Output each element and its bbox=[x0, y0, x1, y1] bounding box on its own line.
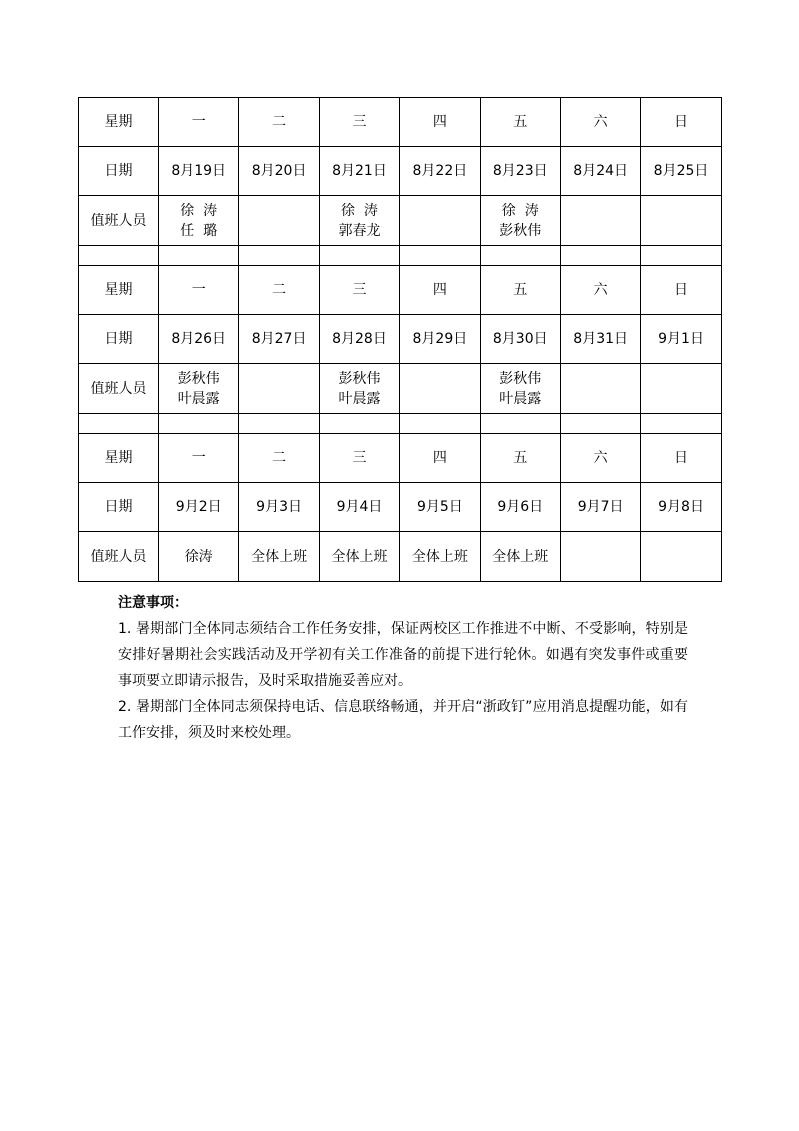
spacer-cell bbox=[480, 246, 560, 266]
staff-name: 徐涛 bbox=[184, 548, 213, 565]
staff-cell bbox=[239, 196, 319, 246]
staff-label: 值班人员 bbox=[79, 364, 159, 414]
spacer-cell bbox=[560, 246, 640, 266]
note-item-1: 1. 暑期部门全体同志须结合工作任务安排，保证两校区工作推进不中断、不受影响，特别是安排好暑期社会实践活动及开学初有关工作准备的前提下进行轮休。如遇有突发事件或重要事项要立即请示报告，及时采取措施妥善应对。 bbox=[118, 621, 688, 689]
note-item-2: 2. 暑期部门全体同志须保持电话、信息联络畅通，并开启“浙政钉”应用消息提醒功能，如有工作安排，须及时来校处理。 bbox=[118, 699, 688, 741]
weekday-cell: 二 bbox=[239, 98, 319, 147]
date-cell: 9月1日 bbox=[641, 315, 721, 364]
staff-cell bbox=[480, 532, 560, 582]
date-cell: 9月4日 bbox=[319, 483, 399, 532]
weekday-cell: 六 bbox=[560, 266, 640, 315]
date-cell: 8月19日 bbox=[159, 147, 239, 196]
weekday-cell: 二 bbox=[239, 434, 319, 483]
staff-name: 彭秋伟 bbox=[177, 370, 220, 387]
date-cell: 8月29日 bbox=[400, 315, 480, 364]
spacer-cell bbox=[159, 414, 239, 434]
date-cell: 9月6日 bbox=[480, 483, 560, 532]
weekday-row bbox=[79, 266, 722, 315]
staff-name: 叶晨露 bbox=[338, 390, 381, 407]
staff-cell bbox=[560, 364, 640, 414]
date-cell: 8月27日 bbox=[239, 315, 319, 364]
date-cell: 8月22日 bbox=[400, 147, 480, 196]
duty-schedule-table bbox=[78, 97, 722, 582]
date-label: 日期 bbox=[79, 147, 159, 196]
weekday-cell: 五 bbox=[480, 266, 560, 315]
weekday-cell: 三 bbox=[319, 266, 399, 315]
weekday-cell: 一 bbox=[159, 434, 239, 483]
staff-cell bbox=[480, 196, 560, 246]
date-cell: 9月5日 bbox=[400, 483, 480, 532]
staff-name: 叶晨露 bbox=[177, 390, 220, 407]
staff-cell bbox=[239, 364, 319, 414]
spacer-cell bbox=[79, 414, 159, 434]
weekday-label: 星期 bbox=[79, 434, 159, 483]
staff-cell bbox=[400, 364, 480, 414]
weekday-label: 星期 bbox=[79, 98, 159, 147]
date-cell: 8月30日 bbox=[480, 315, 560, 364]
staff-row bbox=[79, 364, 722, 414]
weekday-cell: 六 bbox=[560, 98, 640, 147]
staff-cell bbox=[560, 532, 640, 582]
weekday-cell: 日 bbox=[641, 434, 721, 483]
spacer-cell bbox=[400, 414, 480, 434]
staff-name: 彭秋伟 bbox=[338, 370, 381, 387]
spacer-row bbox=[79, 246, 722, 266]
staff-name: 全体上班 bbox=[492, 548, 549, 565]
weekday-cell: 日 bbox=[641, 98, 721, 147]
staff-name: 叶晨露 bbox=[499, 390, 542, 407]
staff-cell bbox=[480, 364, 560, 414]
date-cell: 8月23日 bbox=[480, 147, 560, 196]
date-cell: 8月31日 bbox=[560, 315, 640, 364]
weekday-cell: 四 bbox=[400, 266, 480, 315]
staff-name: 徐 涛 bbox=[501, 202, 539, 219]
date-cell: 8月25日 bbox=[641, 147, 721, 196]
staff-cell bbox=[159, 532, 239, 582]
date-cell: 9月3日 bbox=[239, 483, 319, 532]
staff-cell bbox=[641, 364, 721, 414]
spacer-cell bbox=[239, 246, 319, 266]
staff-cell bbox=[400, 196, 480, 246]
weekday-cell: 二 bbox=[239, 266, 319, 315]
date-row bbox=[79, 147, 722, 196]
weekday-cell: 四 bbox=[400, 434, 480, 483]
date-cell: 9月8日 bbox=[641, 483, 721, 532]
spacer-cell bbox=[560, 414, 640, 434]
staff-cell bbox=[319, 532, 399, 582]
spacer-cell bbox=[641, 246, 721, 266]
weekday-label: 星期 bbox=[79, 266, 159, 315]
staff-row bbox=[79, 532, 722, 582]
spacer-cell bbox=[79, 246, 159, 266]
notes-section bbox=[118, 590, 688, 746]
spacer-cell bbox=[641, 414, 721, 434]
weekday-cell: 日 bbox=[641, 266, 721, 315]
staff-cell bbox=[159, 364, 239, 414]
weekday-row bbox=[79, 98, 722, 147]
staff-cell bbox=[400, 532, 480, 582]
staff-name: 全体上班 bbox=[251, 548, 308, 565]
date-cell: 8月21日 bbox=[319, 147, 399, 196]
staff-label: 值班人员 bbox=[79, 196, 159, 246]
staff-cell bbox=[319, 364, 399, 414]
date-cell: 8月20日 bbox=[239, 147, 319, 196]
staff-name: 全体上班 bbox=[331, 548, 388, 565]
weekday-row bbox=[79, 434, 722, 483]
staff-cell bbox=[560, 196, 640, 246]
weekday-cell: 四 bbox=[400, 98, 480, 147]
spacer-cell bbox=[400, 246, 480, 266]
date-cell: 9月2日 bbox=[159, 483, 239, 532]
spacer-cell bbox=[239, 414, 319, 434]
weekday-cell: 五 bbox=[480, 98, 560, 147]
staff-name: 徐 涛 bbox=[180, 202, 218, 219]
notes-title: 注意事项： bbox=[118, 595, 188, 611]
date-label: 日期 bbox=[79, 483, 159, 532]
staff-label: 值班人员 bbox=[79, 532, 159, 582]
spacer-cell bbox=[480, 414, 560, 434]
weekday-cell: 五 bbox=[480, 434, 560, 483]
spacer-row bbox=[79, 414, 722, 434]
staff-name: 彭秋伟 bbox=[499, 370, 542, 387]
date-cell: 9月7日 bbox=[560, 483, 640, 532]
date-cell: 8月28日 bbox=[319, 315, 399, 364]
spacer-cell bbox=[319, 414, 399, 434]
staff-name: 彭秋伟 bbox=[499, 222, 542, 239]
weekday-cell: 三 bbox=[319, 434, 399, 483]
date-cell: 8月24日 bbox=[560, 147, 640, 196]
staff-row bbox=[79, 196, 722, 246]
staff-cell bbox=[319, 196, 399, 246]
weekday-cell: 三 bbox=[319, 98, 399, 147]
staff-name: 任 璐 bbox=[180, 222, 218, 239]
staff-name: 郭春龙 bbox=[338, 222, 381, 239]
date-row bbox=[79, 483, 722, 532]
date-label: 日期 bbox=[79, 315, 159, 364]
date-cell: 8月26日 bbox=[159, 315, 239, 364]
staff-cell bbox=[239, 532, 319, 582]
staff-cell bbox=[641, 196, 721, 246]
staff-cell bbox=[641, 532, 721, 582]
weekday-cell: 一 bbox=[159, 266, 239, 315]
staff-name: 徐 涛 bbox=[341, 202, 378, 219]
spacer-cell bbox=[319, 246, 399, 266]
staff-cell bbox=[159, 196, 239, 246]
weekday-cell: 一 bbox=[159, 98, 239, 147]
spacer-cell bbox=[159, 246, 239, 266]
weekday-cell: 六 bbox=[560, 434, 640, 483]
staff-name: 全体上班 bbox=[411, 548, 468, 565]
date-row bbox=[79, 315, 722, 364]
